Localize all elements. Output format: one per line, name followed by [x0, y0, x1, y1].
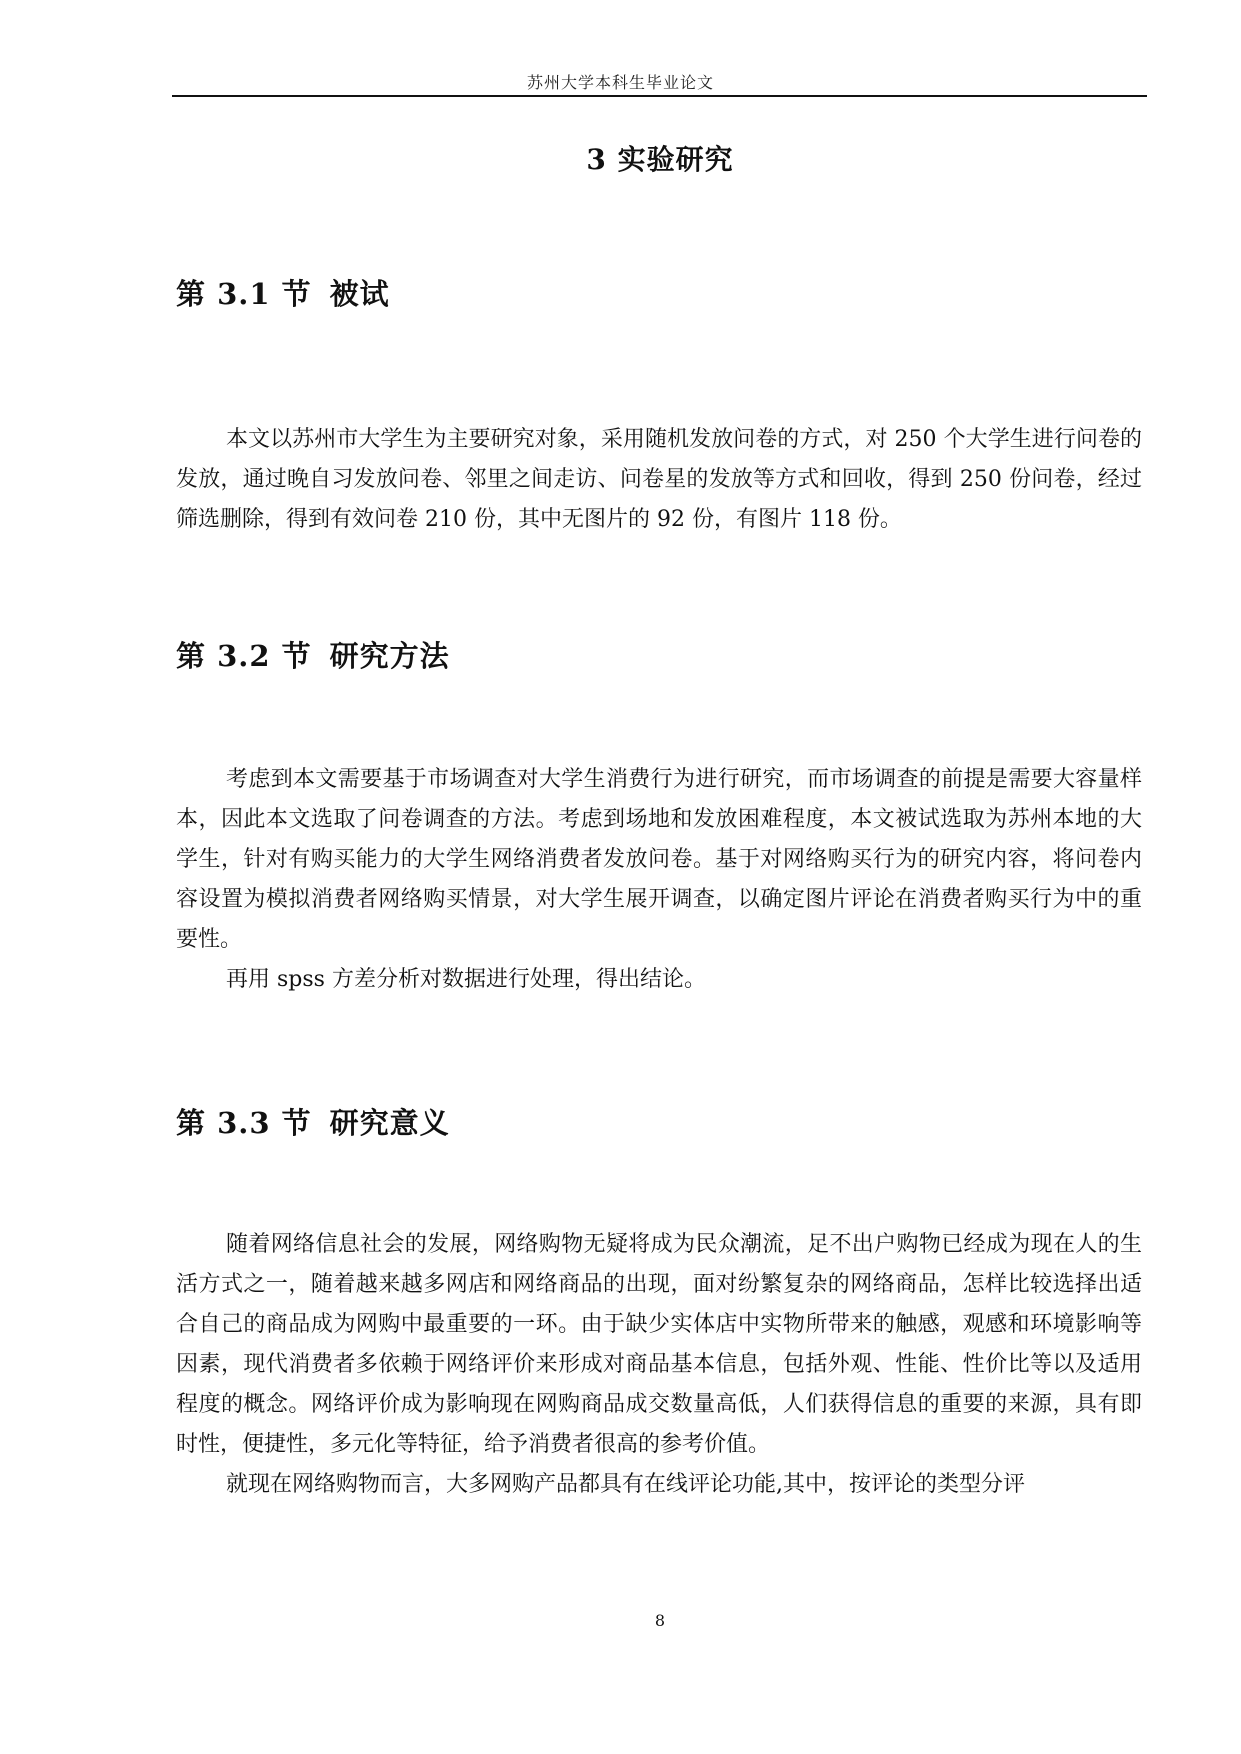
- section-number: 第 3.1 节: [176, 277, 312, 311]
- section-number: 第 3.2 节: [176, 639, 312, 673]
- paragraph: 随着网络信息社会的发展，网络购物无疑将成为民众潮流，足不出户购物已经成为现在人的生活方式之一，随着越来越多网店和网络商品的出现，面对纷繁复杂的网络商品，怎样比较选择出适合自己的商品成为网购中最重要的一环。由于缺少实体店中实物所带来的触感，观感和环境影响等因素，现代消费者多依赖于网络评价来形成对商品基本信息，包括外观、性能、性价比等以及适用程度的概念。网络评价成为影响现在网购商品成交数量高低，人们获得信息的重要的来源，具有即时性，便捷性，多元化等特征，给予消费者很高的参考价值。: [176, 1232, 1142, 1457]
- chapter-title: 3 实验研究: [586, 143, 734, 176]
- paragraph: 考虑到本文需要基于市场调查对大学生消费行为进行研究，而市场调查的前提是需要大容量样本，因此本文选取了问卷调查的方法。考虑到场地和发放困难程度，本文被试选取为苏州本地的大学生，针对有购买能力的大学生网络消费者发放问卷。基于对网络购买行为的研究内容，将问卷内容设置为模拟消费者网络购买情景，对大学生展开调查，以确定图片评论在消费者购买行为中的重要性。: [176, 767, 1142, 952]
- section-title: 研究方法: [329, 639, 450, 673]
- header-rule: [172, 95, 1147, 97]
- paragraph: 本文以苏州市大学生为主要研究对象，采用随机发放问卷的方式，对 250 个大学生进行问卷的发放，通过晚自习发放问卷、邻里之间走访、问卷星的发放等方式和回收，得到 250 份问卷，经过筛选删除，得到有效问卷 210 份，其中无图片的 92 份，有图片 118 份。: [176, 427, 1142, 532]
- section-heading-3-1: [176, 272, 390, 313]
- section-heading-3-3: [176, 1101, 450, 1142]
- section-body-3-3: [176, 1225, 1142, 1505]
- section-body-3-1: [176, 420, 1142, 540]
- section-heading-3-2: [176, 634, 450, 675]
- running-header: 苏州大学本科生毕业论文: [526, 73, 714, 92]
- paragraph: 再用 spss 方差分析对数据进行处理，得出结论。: [226, 967, 706, 992]
- section-title: 被试: [329, 277, 390, 311]
- section-body-3-2: [176, 760, 1142, 1000]
- section-title: 研究意义: [329, 1106, 450, 1140]
- page-number: 8: [654, 1611, 666, 1630]
- section-number: 第 3.3 节: [176, 1106, 312, 1140]
- paragraph: 就现在网络购物而言，大多网购产品都具有在线评论功能,其中，按评论的类型分评: [226, 1472, 1025, 1497]
